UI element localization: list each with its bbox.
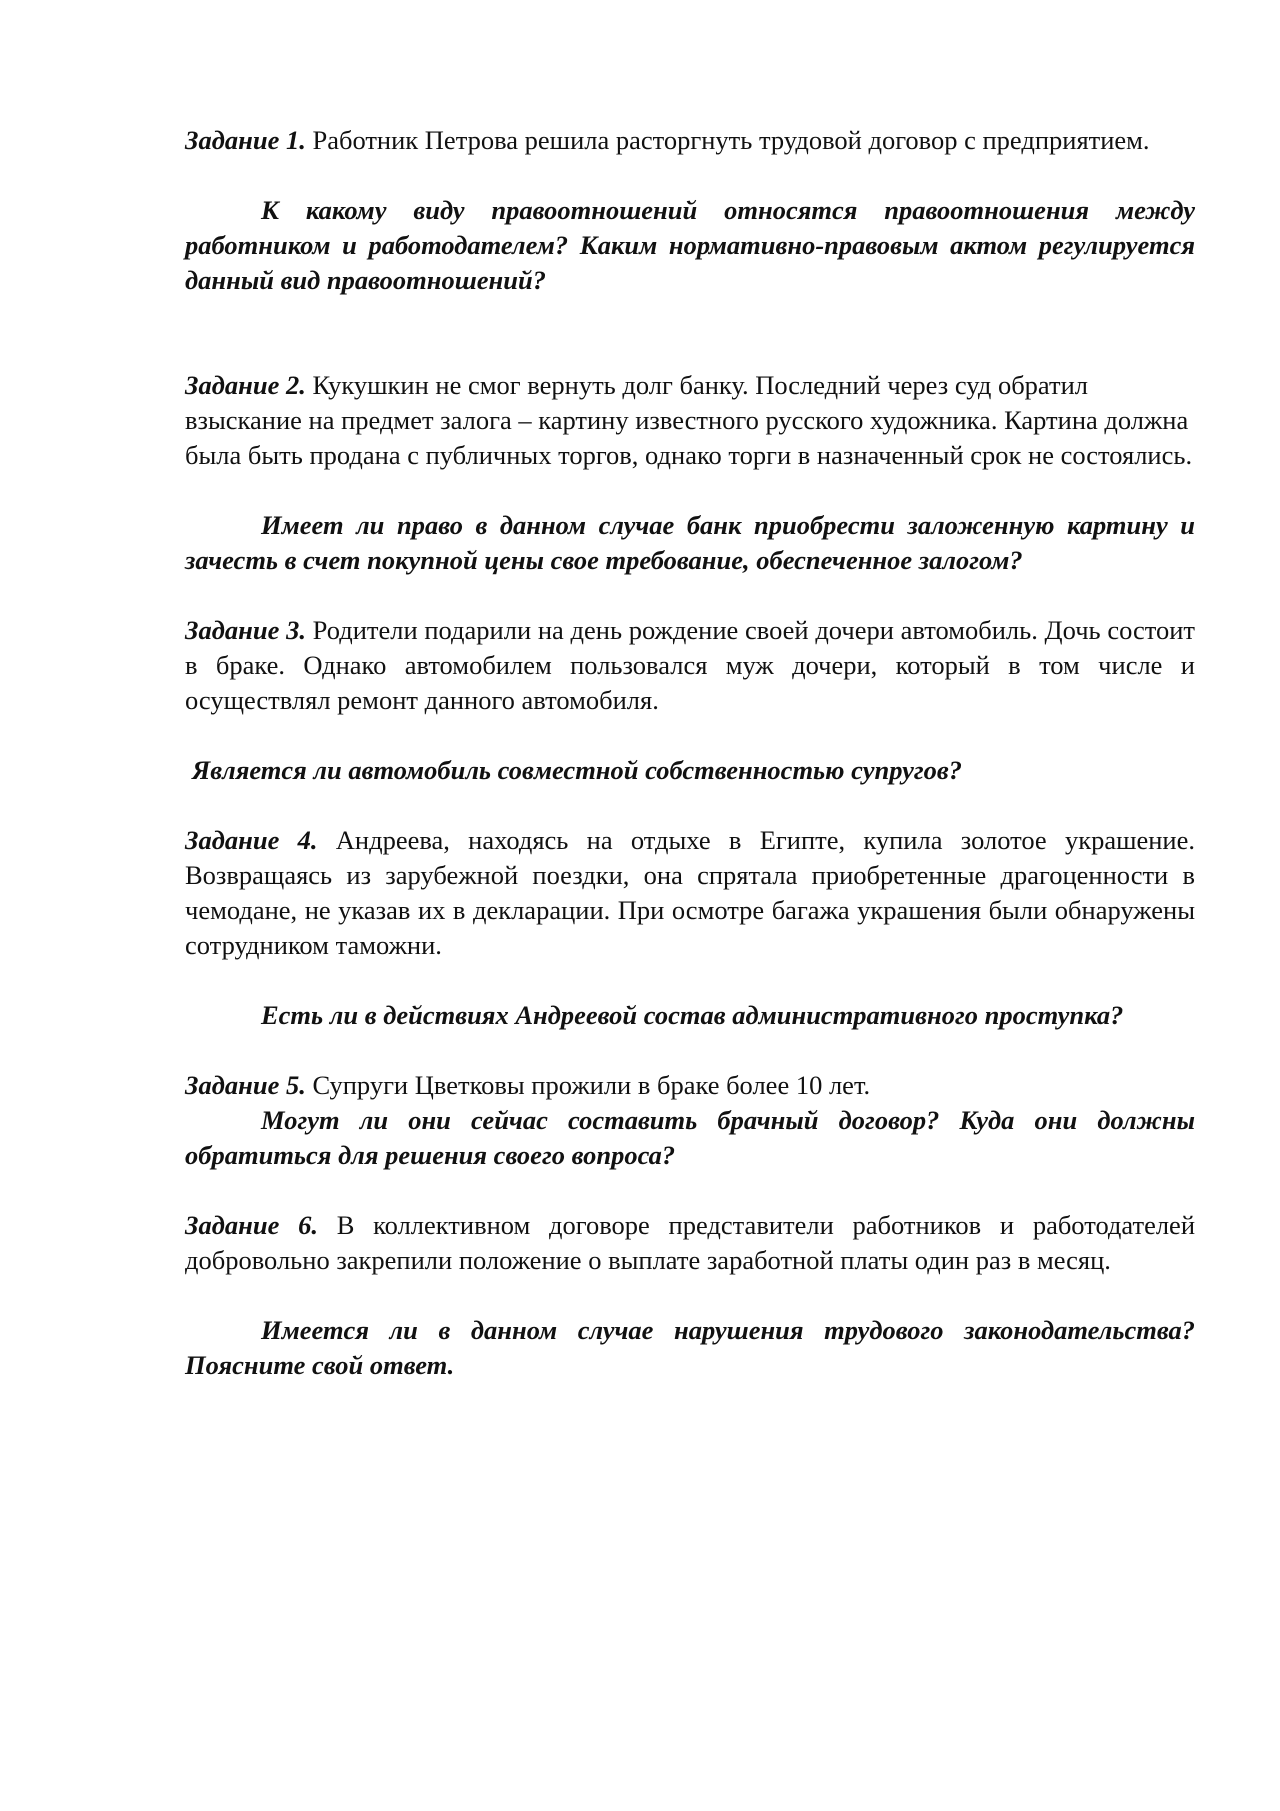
task-5-label: Задание 5.: [185, 1070, 306, 1100]
task-3-body: Родители подарили на день рождение своей дочери автомобиль. Дочь состоит в браке. Однако автомобилем пользовался муж дочери, который в том числе и осуществлял ремонт данного автомобиля.: [185, 615, 1196, 715]
task-2-text: [185, 368, 1195, 473]
task-5-body: Супруги Цветковы прожили в браке более 10 лет.: [305, 1070, 871, 1100]
task-4-body: Андреева, находясь на отдыхе в Египте, купила золотое украшение. Возвращаясь из зарубежной поездки, она спрятала приобретенные драгоценности в чемодане, не указав их в декларации. При осмотре багажа украшения были обнаружены сотрудником таможни.: [185, 825, 1195, 960]
task-2-body: Кукушкин не смог вернуть долг банку. Последний через суд обратил взыскание на предмет залога – картину известного русского художника. Картина должна была быть продана с публичных торгов, однако торги в назначенный срок не состоялись.: [185, 370, 1193, 470]
task-4-question: Есть ли в действиях Андреевой состав административного проступка?: [261, 1000, 1124, 1030]
task-5-question: Могут ли они сейчас составить брачный договор? Куда они должны обратиться для решения своего вопроса?: [185, 1105, 1195, 1170]
task-4-label: Задание 4.: [185, 825, 318, 855]
task-3-question: Является ли автомобиль совместной собственностью супругов?: [192, 755, 963, 785]
task-1-body: Работник Петрова решила расторгнуть трудовой договор с предприятием.: [305, 125, 1150, 155]
task-2-label: Задание 2.: [185, 370, 306, 400]
task-3-text: [185, 613, 1195, 718]
task-6-text: [185, 1208, 1195, 1278]
task-6-question: Имеется ли в данном случае нарушения трудового законодательства? Поясните свой ответ.: [185, 1315, 1195, 1380]
task-5-text: [185, 1068, 1195, 1103]
document-page: [185, 123, 1195, 1383]
task-1-question: К какому виду правоотношений относятся правоотношения между работником и работодателем? Каким нормативно-правовым актом регулируется данный вид правоотношений?: [185, 195, 1195, 295]
task-6-label: Задание 6.: [185, 1210, 318, 1240]
task-2-question: Имеет ли право в данном случае банк приобрести заложенную картину и зачесть в счет покупной цены свое требование, обеспеченное залогом?: [185, 510, 1195, 575]
task-3-label: Задание 3.: [185, 615, 306, 645]
task-4-text: [185, 823, 1195, 963]
task-6-body: В коллективном договоре представители работников и работодателей добровольно закрепили положение о выплате заработной платы один раз в месяц.: [185, 1210, 1195, 1275]
task-1-label: Задание 1.: [185, 125, 306, 155]
task-1-text: [185, 123, 1195, 158]
